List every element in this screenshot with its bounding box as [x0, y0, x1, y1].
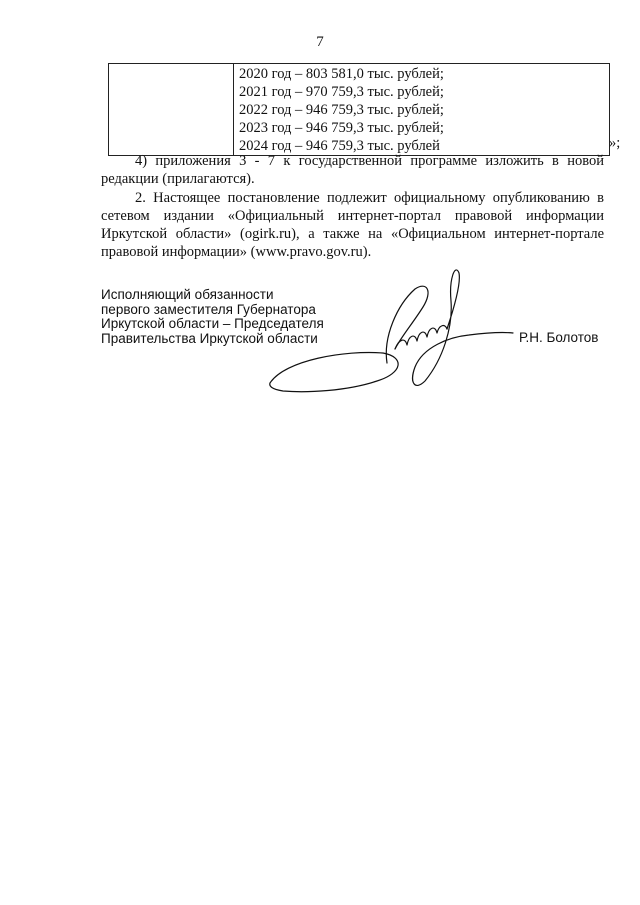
funding-line-2021: 2021 год – 970 759,3 тыс. рублей;: [239, 84, 444, 100]
table-cell-empty: [109, 64, 234, 156]
publication-paragraph: 2. Настоящее постановление подлежит официальному опубликованию в сетевом издании «Официальный интернет-портал правовой информации Иркутской области» (ogirk.ru), а также на «Официальном интернет-портале правовой информации» (www.pravo.gov.ru).: [101, 190, 604, 260]
signatory-title-line: Иркутской области – Председателя: [101, 316, 324, 331]
closing-quote: »;: [609, 135, 621, 151]
funding-line-2023: 2023 год – 946 759,3 тыс. рублей;: [239, 120, 444, 136]
funding-line-2020: 2020 год – 803 581,0 тыс. рублей;: [239, 66, 444, 82]
funding-line-2022: 2022 год – 946 759,3 тыс. рублей;: [239, 102, 444, 118]
handwritten-signature: [265, 265, 515, 400]
amendment-paragraph: 4) приложения 3 - 7 к государственной программе изложить в новой редакции (прилагаются).: [101, 153, 604, 187]
table-row: [109, 64, 610, 156]
signer-name: Р.Н. Болотов: [519, 330, 599, 345]
funding-line-2024: 2024 год – 946 759,3 тыс. рублей: [239, 138, 440, 154]
signatory-title-line: первого заместителя Губернатора: [101, 301, 316, 317]
budget-table: [108, 63, 610, 156]
signatory-title-line: Правительства Иркутской области: [101, 330, 318, 346]
page-number: 7: [316, 34, 324, 50]
signatory-title-line: Исполняющий обязанности: [101, 287, 274, 302]
table-cell-funding: [234, 64, 610, 156]
